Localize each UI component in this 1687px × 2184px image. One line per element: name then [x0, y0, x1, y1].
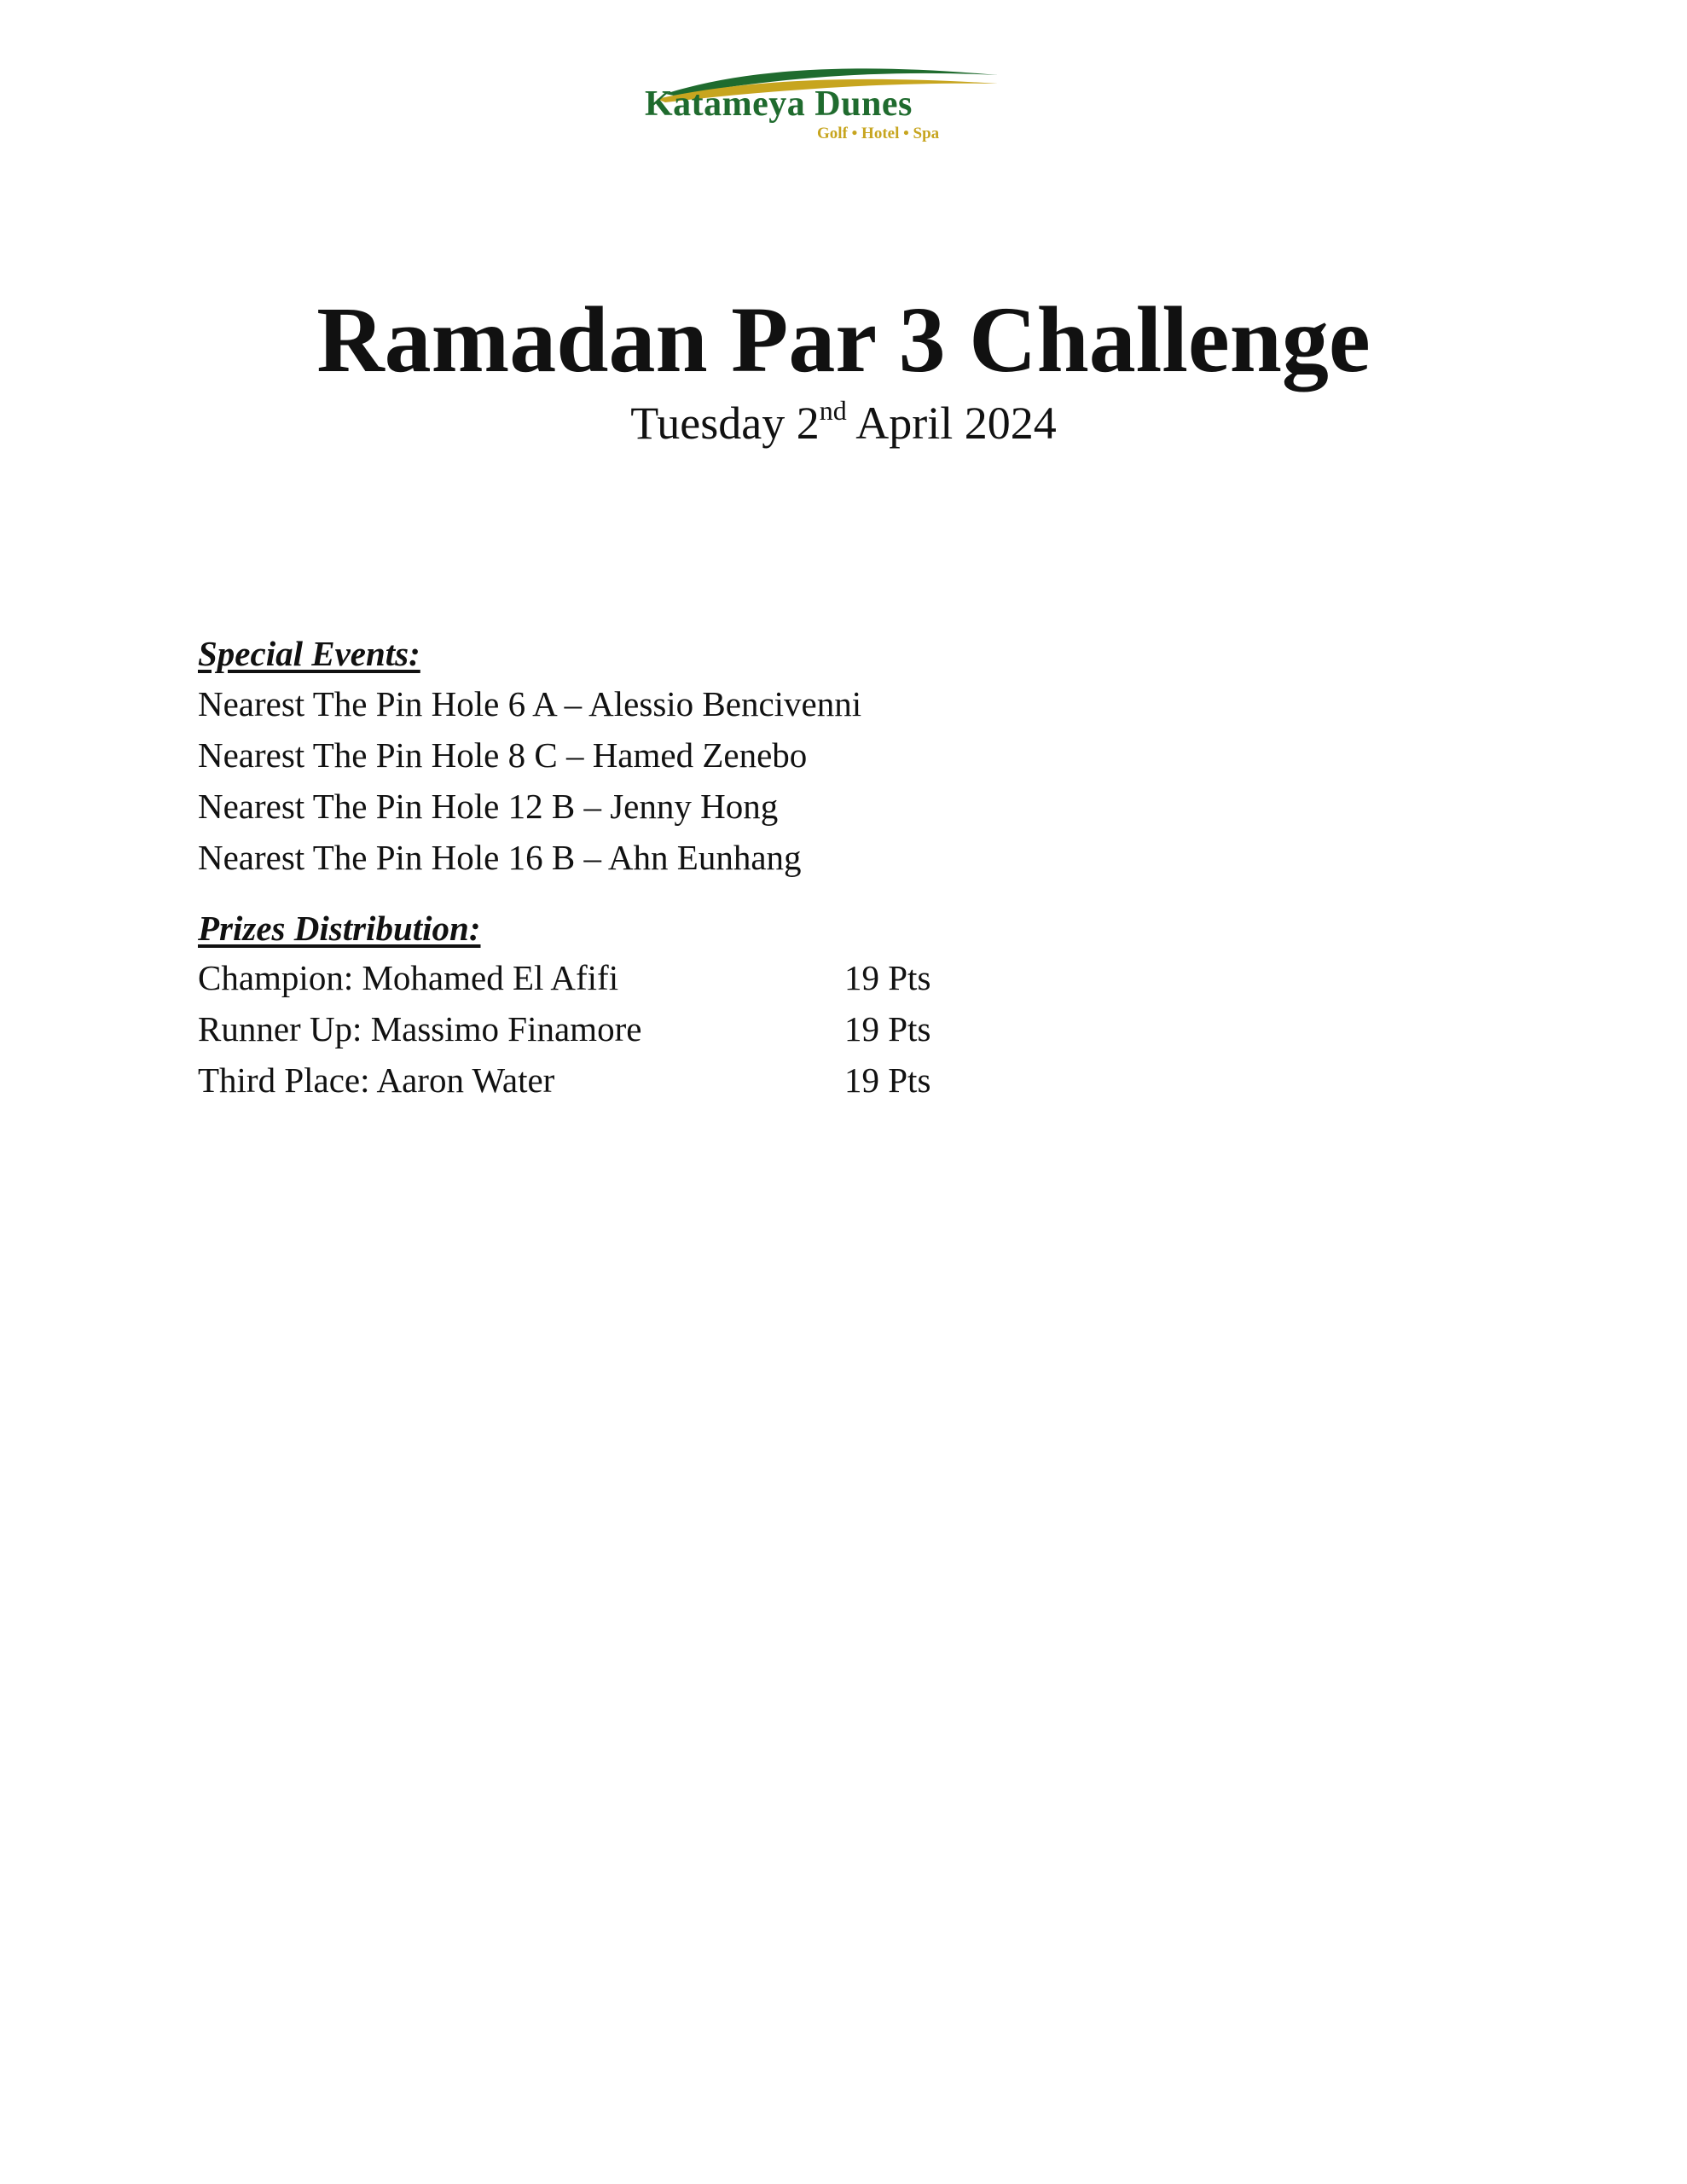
prize-winner: Champion: Mohamed El Afifi	[198, 958, 619, 997]
prize-winner: Third Place: Aaron Water	[198, 1060, 555, 1100]
katameya-dunes-logo	[640, 60, 1006, 154]
prize-winner: Runner Up: Massimo Finamore	[198, 1009, 642, 1048]
date-day: Tuesday 2	[630, 398, 820, 449]
prize-score: 19 Pts	[844, 1009, 931, 1048]
date-rest: April 2024	[846, 398, 1057, 449]
page-title: Ramadan Par 3 Challenge	[316, 288, 1371, 392]
special-events-heading: Special Events:	[198, 634, 420, 673]
special-event-item: Nearest The Pin Hole 8 C – Hamed Zenebo	[198, 735, 808, 775]
special-event-item: Nearest The Pin Hole 16 B – Ahn Eunhang	[198, 838, 802, 877]
logo-tagline: Golf • Hotel • Spa	[817, 125, 940, 142]
prizes-heading: Prizes Distribution:	[198, 909, 481, 948]
event-date	[0, 396, 1687, 451]
logo-name: Katameya Dunes	[645, 84, 913, 124]
special-event-item: Nearest The Pin Hole 12 B – Jenny Hong	[198, 787, 779, 826]
prize-score: 19 Pts	[844, 1060, 931, 1100]
date-ordinal-suffix: nd	[819, 395, 847, 426]
prize-score: 19 Pts	[844, 958, 931, 997]
special-event-item: Nearest The Pin Hole 6 A – Alessio Bencivenni	[198, 684, 862, 723]
